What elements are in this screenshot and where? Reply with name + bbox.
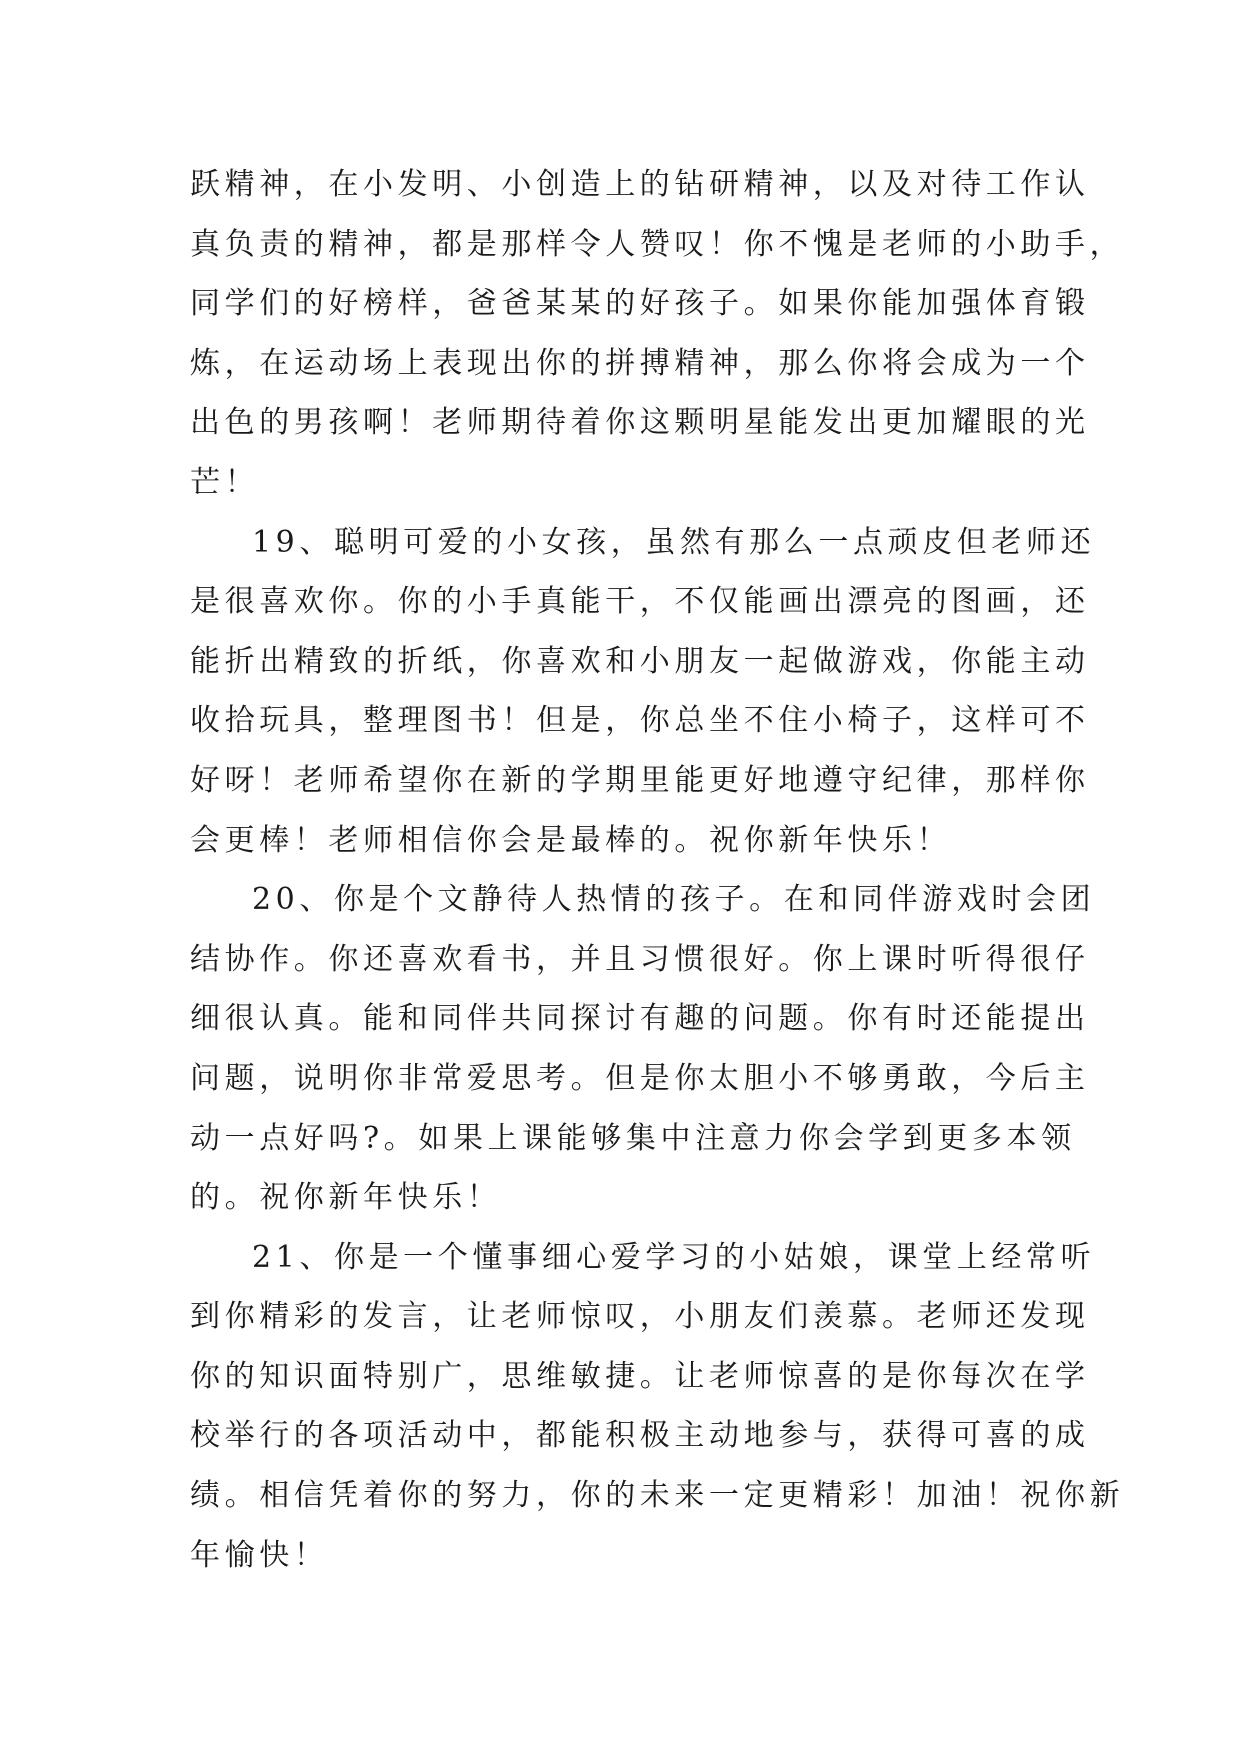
text-line: 21、你是一个懂事细心爱学习的小姑娘，课堂上经常听 bbox=[252, 1239, 1096, 1275]
text-line: 出色的男孩啊！老师期待着你这颗明星能发出更加耀眼的光 bbox=[190, 405, 1090, 441]
text-line: 能折出精致的折纸，你喜欢和小朋友一起做游戏，你能主动 bbox=[190, 643, 1090, 679]
text-line: 到你精彩的发言，让老师惊叹，小朋友们羡慕。老师还发现 bbox=[190, 1299, 1090, 1335]
text-line: 的。祝你新年快乐！ bbox=[190, 1180, 502, 1216]
paragraph-19 bbox=[190, 513, 1096, 871]
text-line: 好呀！老师希望你在新的学期里能更好地遵守纪律，那样你 bbox=[190, 762, 1090, 798]
text-line: 20、你是个文静待人热情的孩子。在和同伴游戏时会团 bbox=[252, 882, 1096, 918]
text-line: 是很喜欢你。你的小手真能干，不仅能画出漂亮的图画，还 bbox=[190, 584, 1090, 620]
text-line: 年愉快！ bbox=[190, 1537, 329, 1573]
text-line: 同学们的好榜样，爸爸某某的好孩子。如果你能加强体育锻 bbox=[190, 286, 1090, 322]
text-line: 收拾玩具，整理图书！但是，你总坐不住小椅子，这样可不 bbox=[190, 703, 1090, 739]
text-line: 真负责的精神，都是那样令人赞叹！你不愧是老师的小助手， bbox=[190, 226, 1125, 262]
document-page bbox=[190, 155, 1125, 1585]
text-line: 19、聪明可爱的小女孩，虽然有那么一点顽皮但老师还 bbox=[252, 524, 1096, 560]
text-line: 会更棒！老师相信你会是最棒的。祝你新年快乐！ bbox=[190, 822, 952, 858]
text-line: 你的知识面特别广，思维敏捷。让老师惊喜的是你每次在学 bbox=[190, 1358, 1090, 1394]
text-line: 跃精神，在小发明、小创造上的钻研精神，以及对待工作认 bbox=[190, 167, 1090, 202]
text-line: 问题，说明你非常爱思考。但是你太胆小不够勇敢，今后主 bbox=[190, 1060, 1090, 1096]
text-line: 细很认真。能和同伴共同探讨有趣的问题。你有时还能提出 bbox=[190, 1001, 1090, 1037]
paragraph-1 bbox=[190, 155, 1125, 513]
text-line: 校举行的各项活动中，都能积极主动地参与，获得可喜的成 bbox=[190, 1418, 1090, 1454]
text-line: 动一点好吗?。如果上课能够集中注意力你会学到更多本领 bbox=[190, 1120, 1076, 1156]
text-line: 炼，在运动场上表现出你的拼搏精神，那么你将会成为一个 bbox=[190, 345, 1090, 381]
text-line: 结协作。你还喜欢看书，并且习惯很好。你上课时听得很仔 bbox=[190, 941, 1090, 977]
paragraph-20 bbox=[190, 870, 1096, 1228]
text-line: 芒！ bbox=[190, 464, 260, 500]
paragraph-21 bbox=[190, 1228, 1125, 1586]
text-line: 绩。相信凭着你的努力，你的未来一定更精彩！加油！祝你新 bbox=[190, 1478, 1125, 1514]
